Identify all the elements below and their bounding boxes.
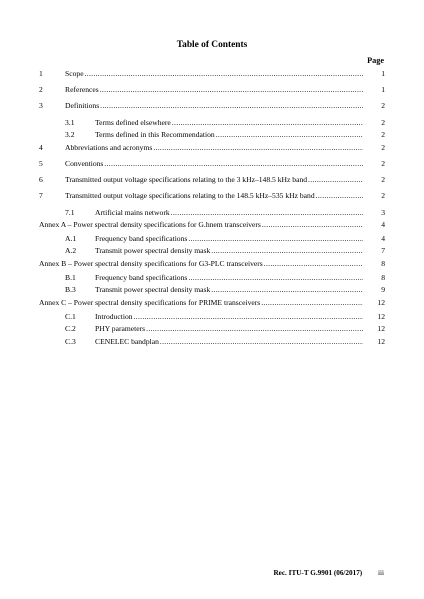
toc-entry[interactable] — [39, 273, 385, 286]
dot-leader — [188, 273, 363, 282]
toc-entry-page: 3 — [381, 207, 385, 217]
toc-entry-number: A.2 — [65, 246, 77, 256]
toc-entry-number: 6 — [39, 175, 43, 185]
toc-entry-line — [95, 208, 363, 217]
toc-entry-number: 4 — [39, 142, 43, 152]
toc-entry-line — [65, 101, 363, 110]
toc-entry-page: 4 — [381, 220, 385, 230]
toc-entry[interactable] — [39, 285, 385, 298]
dot-leader — [134, 312, 363, 321]
toc-entry-page: 2 — [381, 101, 385, 111]
toc-entry[interactable] — [39, 159, 385, 175]
toc-entry-page: 9 — [381, 285, 385, 295]
toc-entry-title: References — [65, 85, 99, 95]
toc-entry-line — [95, 312, 363, 321]
toc-entry-number: C.2 — [65, 324, 76, 334]
toc-entry-title: Definitions — [65, 101, 100, 111]
toc-entry[interactable] — [39, 298, 385, 312]
toc-entry-title: Terms defined elsewhere — [95, 117, 171, 127]
toc-entry[interactable] — [39, 69, 385, 85]
dot-leader — [308, 175, 363, 184]
dot-leader — [100, 85, 363, 94]
toc-entry-line — [65, 175, 363, 184]
toc-entry-line — [39, 259, 363, 268]
toc-entry[interactable] — [39, 337, 385, 350]
toc-entry-title: Transmit power spectral density mask — [95, 285, 211, 295]
toc-entry-title: Transmitted output voltage specifications relating to the 3 kHz–148.5 kHz band — [65, 175, 308, 185]
dot-leader — [172, 118, 363, 127]
toc-entry-number: 7 — [39, 191, 43, 201]
page-column-header: Page — [367, 56, 384, 65]
toc-entry-number: A.1 — [65, 233, 77, 243]
dot-leader — [264, 259, 363, 268]
toc-entry-title: Annex C – Power spectral density specifications for PRIME transceivers — [39, 298, 261, 308]
toc-entry-line — [65, 143, 363, 152]
toc-entry-title: Frequency band specifications — [95, 233, 188, 243]
toc-entry-title: Annex A – Power spectral density specifications for G.hnem transceivers — [39, 220, 261, 230]
dot-leader — [262, 220, 363, 229]
toc-entry-title: PHY parameters — [95, 324, 146, 334]
toc-list — [39, 69, 385, 350]
toc-entry-title: Frequency band specifications — [95, 272, 188, 282]
toc-entry[interactable] — [39, 191, 385, 207]
toc-entry-line — [95, 273, 363, 282]
toc-entry-page: 2 — [381, 142, 385, 152]
toc-entry-line — [39, 298, 363, 307]
toc-entry-page: 2 — [381, 191, 385, 201]
toc-entry[interactable] — [39, 208, 385, 221]
toc-entry-title: Conventions — [65, 158, 104, 168]
toc-entry-page: 2 — [381, 130, 385, 140]
dot-leader — [160, 337, 363, 346]
toc-entry-title: Annex B – Power spectral density specifications for G3-PLC transceivers — [39, 259, 263, 269]
dot-leader — [188, 234, 363, 243]
toc-entry-page: 2 — [381, 117, 385, 127]
toc-title: Table of Contents — [176, 40, 248, 50]
toc-entry-page: 12 — [377, 337, 385, 347]
dot-leader — [261, 298, 363, 307]
toc-entry-page: 7 — [381, 246, 385, 256]
toc-entry-number: 3 — [39, 101, 43, 111]
toc-entry-title: Abbreviations and acronyms — [65, 142, 153, 152]
toc-entry-number: 2 — [39, 85, 43, 95]
toc-entry-number: B.3 — [65, 285, 76, 295]
toc-entry-line — [95, 285, 363, 294]
toc-entry-number: B.1 — [65, 272, 76, 282]
toc-entry-line — [65, 191, 363, 200]
toc-entry-line — [95, 337, 363, 346]
dot-leader — [216, 130, 363, 139]
toc-entry[interactable] — [39, 234, 385, 247]
toc-entry-line — [95, 324, 363, 333]
dot-leader — [153, 143, 363, 152]
toc-entry-page: 8 — [381, 272, 385, 282]
dot-leader — [85, 69, 363, 78]
toc-entry-line — [95, 130, 363, 139]
toc-entry-number: 5 — [39, 158, 43, 168]
toc-entry-page: 2 — [381, 158, 385, 168]
toc-entry[interactable] — [39, 259, 385, 273]
toc-entry-number: C.3 — [65, 337, 76, 347]
toc-entry[interactable] — [39, 101, 385, 117]
dot-leader — [104, 159, 363, 168]
toc-entry-page: 12 — [377, 311, 385, 321]
toc-entry-page: 2 — [381, 175, 385, 185]
toc-entry-line — [95, 234, 363, 243]
toc-entry-title: CENELEC bandplan — [95, 337, 159, 347]
toc-entry-title: Transmitted output voltage specifications relating to the 148.5 kHz–535 kHz band — [65, 191, 315, 201]
toc-entry-line — [65, 159, 363, 168]
toc-entry-line — [95, 246, 363, 255]
dot-leader — [211, 246, 363, 255]
footer-page-number: iii — [378, 569, 384, 577]
toc-entry-line — [65, 85, 363, 94]
toc-entry-number: 3.2 — [65, 130, 75, 140]
toc-entry[interactable] — [39, 143, 385, 159]
dot-leader — [316, 191, 363, 200]
dot-leader — [146, 324, 363, 333]
toc-entry[interactable] — [39, 246, 385, 259]
toc-entry-number: 3.1 — [65, 117, 75, 127]
toc-entry[interactable] — [39, 220, 385, 234]
toc-entry-title: Artificial mains network — [95, 207, 170, 217]
page-footer — [273, 569, 384, 577]
toc-entry-number: 7.1 — [65, 207, 75, 217]
toc-entry-title: Terms defined in this Recommendation — [95, 130, 215, 140]
toc-entry[interactable] — [39, 175, 385, 191]
toc-entry-page: 12 — [377, 298, 385, 308]
toc-entry-number: C.1 — [65, 311, 76, 321]
toc-entry-number: 1 — [39, 69, 43, 78]
toc-entry-page: 1 — [381, 85, 385, 95]
dot-leader — [211, 285, 363, 294]
toc-entry-page: 1 — [381, 69, 385, 78]
toc-entry[interactable] — [39, 85, 385, 101]
footer-reference: Rec. ITU-T G.9901 (06/2017) — [273, 569, 363, 577]
toc-entry-title: Transmit power spectral density mask — [95, 246, 211, 256]
toc-entry-page: 12 — [377, 324, 385, 334]
toc-entry-page: 8 — [381, 259, 385, 269]
toc-entry-line — [95, 118, 363, 127]
toc-entry-title: Scope — [65, 69, 84, 78]
toc-entry-page: 4 — [381, 233, 385, 243]
toc-entry[interactable] — [39, 130, 385, 143]
toc-entry[interactable] — [39, 324, 385, 337]
dot-leader — [171, 208, 363, 217]
toc-entry-line — [65, 69, 363, 78]
toc-entry-line — [39, 220, 363, 229]
toc-entry-title: Introduction — [95, 311, 133, 321]
toc-entry[interactable] — [39, 312, 385, 325]
dot-leader — [100, 101, 363, 110]
toc-entry[interactable] — [39, 118, 385, 131]
